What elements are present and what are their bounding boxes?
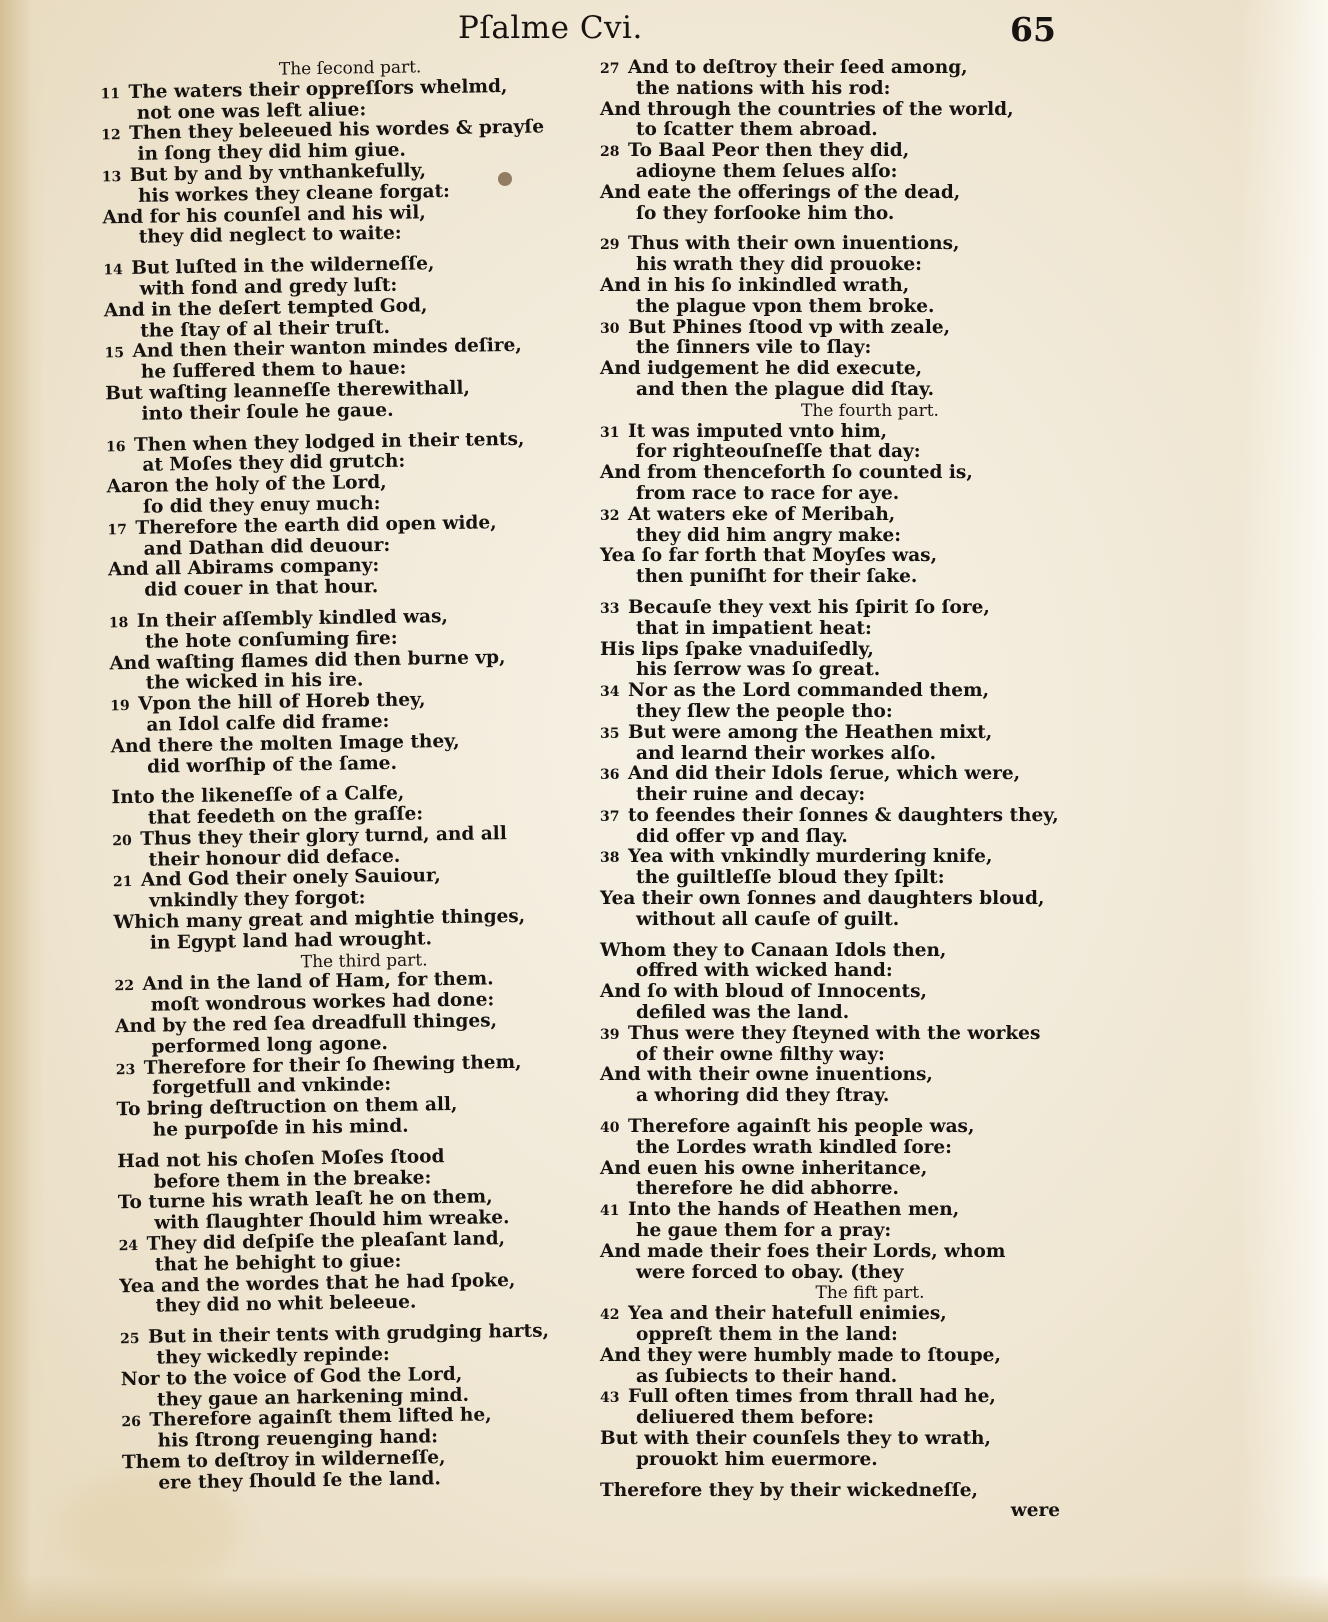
verse-number: 36 <box>600 767 620 784</box>
verse-line <box>600 1242 1200 1263</box>
line-text: Yea with vnkindly murdering knife, <box>628 846 993 868</box>
verse-line <box>600 338 1200 359</box>
line-text: And all Abirams company: <box>107 555 380 581</box>
verse-number: 23 <box>115 1061 136 1078</box>
page-edge-highlight-right <box>1238 0 1328 1622</box>
line-text: And they were humbly made to ſtoupe, <box>600 1344 1001 1366</box>
verse-line <box>600 1024 1200 1045</box>
line-text: Therefore againſt them lifted he, <box>149 1404 492 1432</box>
line-text: ere they ſhould ſe the land. <box>158 1468 442 1494</box>
verse-line <box>600 234 1200 255</box>
verse-line <box>600 723 1200 744</box>
line-text: with ſlaughter ſhould him wreake. <box>154 1207 510 1234</box>
line-text: And through the countries of the world, <box>600 98 1014 120</box>
verse-line <box>600 1086 1200 1107</box>
verse-line <box>600 806 1200 827</box>
line-text: Therefore againſt his people was, <box>628 1116 975 1138</box>
line-text: an Idol calfe did frame: <box>146 710 390 736</box>
verse-line <box>600 255 1200 276</box>
line-text: therefore he did abhorre. <box>636 1178 899 1200</box>
line-text: And made their foes their Lords, whom <box>600 1240 1006 1262</box>
line-text: Yea and their hatefull enimies, <box>628 1303 947 1325</box>
line-text: Yea ſo far forth that Moyſes was, <box>600 545 938 567</box>
verse-number: 42 <box>600 1307 620 1324</box>
line-text: before them in the breake: <box>153 1166 432 1193</box>
line-text: of their owne filthy way: <box>636 1043 885 1065</box>
verse-line <box>600 785 1200 806</box>
line-text: and learnd their workes alſo. <box>636 742 937 764</box>
verse-line <box>600 598 1200 619</box>
verse-line <box>600 297 1200 318</box>
line-text: Therefore for their ſo ſhewing them, <box>143 1051 522 1079</box>
verse-number: 34 <box>600 684 620 701</box>
line-text: To turne his wrath leaſt he on them, <box>117 1186 493 1214</box>
verse-line <box>600 276 1200 297</box>
line-text: But were among the Heathen mixt, <box>628 721 993 743</box>
line-text: the ſtay of al their truſt. <box>140 316 391 342</box>
section-heading <box>600 401 1200 422</box>
verse-number: 20 <box>112 832 132 850</box>
verse-number: 32 <box>600 507 620 524</box>
verse-number: 30 <box>600 320 620 337</box>
line-text: And in his ſo inkindled wrath, <box>600 274 910 296</box>
verse-line <box>600 546 1200 567</box>
verse-number: 13 <box>101 169 122 186</box>
line-text: vnkindly they forgot: <box>149 887 366 913</box>
line-text: he gaue them for a pray: <box>636 1220 892 1242</box>
verse-line <box>600 1138 1200 1159</box>
line-text: the guiltleſſe bloud they ſpilt: <box>636 867 945 889</box>
verse-line <box>600 1200 1200 1221</box>
line-text: and then the plague did ſtay. <box>636 378 935 400</box>
line-text: the hote conſuming fire: <box>144 627 398 653</box>
line-text: his wrath they did prouoke: <box>636 254 922 276</box>
line-text: Into the hands of Heathen men, <box>628 1199 960 1221</box>
line-text: the wicked in his ire. <box>145 669 364 695</box>
verse-line <box>600 484 1200 505</box>
line-text: And in the deſert tempted God, <box>103 295 428 322</box>
line-text: But Phines ſtood vp with zeale, <box>628 316 951 338</box>
verse-line <box>600 1304 1200 1325</box>
verse-line <box>600 1387 1200 1408</box>
line-text: But luſted in the wilderneſſe, <box>131 253 435 280</box>
line-text: Then when they lodged in their tents, <box>133 428 525 456</box>
line-text: his workes they cleane forgat: <box>137 180 451 207</box>
verse-number: 16 <box>105 438 126 455</box>
line-text: into their ſoule he gaue. <box>141 399 394 425</box>
verse-line <box>600 1408 1200 1429</box>
line-text: Therefore the earth did open wide, <box>135 511 497 539</box>
line-text: they ſlew the people tho: <box>636 700 893 722</box>
line-text: that in impatient heat: <box>636 617 872 639</box>
verse-line <box>600 619 1200 640</box>
verse-number: 12 <box>101 127 121 144</box>
verse-line <box>600 982 1200 1003</box>
verse-number: 27 <box>600 61 620 77</box>
verse-number: 39 <box>600 1026 620 1043</box>
line-text: the plague vpon them broke. <box>636 295 935 317</box>
line-text: They did deſpiſe the pleaſant land, <box>146 1228 506 1255</box>
line-text: And ſo with bloud of Innocents, <box>600 981 927 1003</box>
verse-line <box>600 359 1200 380</box>
verse-line <box>600 744 1200 765</box>
line-text: did offer vp and ſlay. <box>636 825 848 847</box>
line-text: But with their counſels they to wrath, <box>600 1428 991 1449</box>
line-text: a whoring did they ſtray. <box>636 1085 890 1107</box>
line-text: Yea their own ſonnes and daughters bloud, <box>600 888 1045 910</box>
verse-line <box>600 380 1200 401</box>
line-text: And iudgement he did execute, <box>600 358 923 380</box>
line-text: But by and by vnthankefully, <box>129 160 427 186</box>
line-text: offred with wicked hand: <box>636 960 893 982</box>
line-text: The ſecond part. <box>278 57 422 80</box>
verse-number: 18 <box>108 614 129 632</box>
line-text: Nor as the Lord commanded them, <box>628 680 990 702</box>
verse-line <box>600 1179 1200 1200</box>
line-text: And with their owne inuentions, <box>600 1064 933 1086</box>
line-text: without all cauſe of guilt. <box>636 908 900 930</box>
verse-line <box>600 1450 1200 1471</box>
line-text: oppreſt them in the land: <box>636 1324 898 1346</box>
line-text: And in the land of Ham, for them. <box>142 968 494 996</box>
page-number: 65 <box>1010 10 1056 49</box>
line-text: And waſting flames did then burne vp, <box>109 646 506 674</box>
verse-number: 35 <box>600 725 620 742</box>
line-text: they gaue an harkening mind. <box>156 1384 470 1411</box>
line-text: Whom they to Canaan Idols then, <box>600 939 947 961</box>
line-text: ſo did they enuy much: <box>142 492 381 518</box>
line-text: The fourth part. <box>801 400 939 421</box>
line-text: defiled was the land. <box>636 1002 850 1024</box>
verse-number: 11 <box>100 85 121 103</box>
line-text: Full often times from thrall had he, <box>628 1386 996 1408</box>
verse-line <box>600 1003 1200 1024</box>
verse-number: 14 <box>103 262 123 279</box>
verse-line <box>600 162 1200 183</box>
line-text: ſo they forſooke him tho. <box>636 202 895 224</box>
line-text: from race to race for aye. <box>636 482 900 504</box>
line-text: were forced to obay. (they <box>636 1261 904 1283</box>
verse-line <box>600 183 1200 204</box>
verse-number: 28 <box>600 144 620 161</box>
line-text: Into the likeneſſe of a Calfe, <box>111 783 405 809</box>
line-text: as ſubiects to their hand. <box>636 1365 898 1387</box>
line-text: that feedeth on the graſſe: <box>147 803 424 829</box>
verse-line <box>600 1263 1200 1284</box>
verse-line <box>600 660 1200 681</box>
line-text: Aaron the holy of the Lord, <box>106 472 387 498</box>
line-text: In their aſſembly kindled was, <box>136 605 449 632</box>
line-text: were <box>1010 1500 1060 1522</box>
verse-line <box>600 442 1200 463</box>
verse-line <box>600 100 1200 121</box>
line-text: Thus with their own inuentions, <box>628 233 960 255</box>
verse-line <box>600 120 1200 141</box>
verse-line <box>600 847 1200 868</box>
line-text: they wickedly repinde: <box>156 1344 390 1369</box>
line-text: they did him angry make: <box>636 524 902 546</box>
verse-line <box>600 463 1200 484</box>
verse-line <box>600 1159 1200 1180</box>
line-text: And God their onely Sauiour, <box>140 865 441 892</box>
verse-line <box>600 910 1200 931</box>
verse-line <box>600 79 1200 100</box>
line-text: forgetfull and vnkinde: <box>151 1074 392 1100</box>
line-text: that he behight to giue: <box>154 1250 402 1276</box>
verse-number: 22 <box>114 978 135 995</box>
line-text: And to deſtroy their ſeed among, <box>628 57 968 78</box>
verse-line <box>600 941 1200 962</box>
verse-line <box>600 889 1200 910</box>
line-text: his ſtrong reuenging hand: <box>157 1426 439 1452</box>
verse-line <box>600 1501 1200 1522</box>
line-text: Therefore they by their wickedneſſe, <box>600 1479 978 1501</box>
running-head-title: Pſalme Cvi. <box>458 10 643 46</box>
line-text: To Baal Peor then they did, <box>628 140 910 162</box>
left-text-column <box>100 54 682 1495</box>
page-edge-shadow-left <box>0 0 46 1622</box>
line-text: prouokt him euermore. <box>636 1448 878 1470</box>
line-text: at Moſes they did grutch: <box>142 450 406 477</box>
verse-number: 24 <box>118 1237 139 1255</box>
line-text: And for his counſel and his wil, <box>102 201 426 228</box>
verse-line <box>600 827 1200 848</box>
line-text: But in their tents with grudging harts, <box>147 1320 550 1349</box>
verse-line <box>600 422 1200 443</box>
line-text: he ſuffered them to haue: <box>140 357 407 383</box>
verse-number: 37 <box>600 808 620 825</box>
verse-line <box>600 1221 1200 1242</box>
line-text: And euen his owne inheritance, <box>600 1157 928 1179</box>
verse-number: 17 <box>107 521 127 539</box>
line-text: they did no whit beleeue. <box>155 1292 417 1318</box>
line-text: not one was left aliue: <box>136 98 367 124</box>
line-text: in ſong they did him giue. <box>137 139 407 166</box>
line-text: Which many great and mightie thinges, <box>113 905 526 934</box>
verse-line <box>600 702 1200 723</box>
line-text: and Dathan did deuour: <box>143 534 391 560</box>
line-text: And eate the offerings of the dead, <box>600 181 961 203</box>
verse-line <box>600 1481 1200 1502</box>
verse-line <box>600 640 1200 661</box>
verse-number: 40 <box>600 1120 620 1137</box>
line-text: their honour did deface. <box>148 845 401 871</box>
verse-line <box>600 868 1200 889</box>
verse-number: 41 <box>600 1203 620 1220</box>
line-text: It was imputed vnto him, <box>628 420 888 442</box>
verse-line <box>600 1117 1200 1138</box>
verse-line <box>600 1346 1200 1367</box>
verse-line <box>600 1367 1200 1388</box>
line-text: The fift part. <box>815 1283 925 1304</box>
line-text: in Egypt land had wrought. <box>149 928 433 954</box>
line-text: their ruine and decay: <box>636 784 866 806</box>
line-text: adioyne them ſelues alſo: <box>636 160 898 182</box>
line-text: Yea and the wordes that he had ſpoke, <box>119 1269 516 1297</box>
line-text: Thus were they ſteyned with the workes <box>628 1022 1041 1044</box>
right-text-column <box>600 58 1200 1522</box>
verse-number: 38 <box>600 850 620 867</box>
line-text: performed long agone. <box>151 1032 388 1058</box>
line-text: the Lordes wrath kindled ſore: <box>636 1136 953 1158</box>
verse-line <box>600 681 1200 702</box>
verse-number: 25 <box>119 1331 140 1348</box>
line-text: And there the molten Image they, <box>110 730 460 758</box>
verse-number: 21 <box>112 874 133 891</box>
verse-line <box>600 204 1200 225</box>
line-text: did couer in that hour. <box>144 576 379 601</box>
verse-number: 29 <box>600 237 620 254</box>
line-text: Then they beleeued his wordes & prayſe <box>128 116 545 145</box>
line-text: did worſhip of the ſame. <box>146 752 398 778</box>
line-text: The waters their oppreſſors whelmd, <box>128 75 508 103</box>
verse-number: 33 <box>600 600 620 617</box>
line-text: the nations with his rod: <box>636 77 891 99</box>
line-text: His lips ſpake vnaduiſedly, <box>600 638 874 660</box>
line-text: To bring deſtruction on them all, <box>116 1094 458 1121</box>
line-text: to feendes their ſonnes & daughters they, <box>628 804 1059 826</box>
section-heading <box>600 1283 1200 1304</box>
verse-line <box>600 1325 1200 1346</box>
line-text: The third part. <box>300 950 428 973</box>
verse-line <box>600 567 1200 588</box>
line-text: his ſerrow was ſo great. <box>636 659 881 681</box>
line-text: to ſcatter them abroad. <box>636 119 878 141</box>
line-text: deliuered them before: <box>636 1407 875 1429</box>
line-text: But waſting leanneſſe therewithall, <box>105 377 471 405</box>
verse-number: 43 <box>600 1390 620 1407</box>
line-text: And from thenceforth ſo counted is, <box>600 462 973 484</box>
verse-line <box>600 1045 1200 1066</box>
line-text: And by the red ſea dreadfull thinges, <box>115 1010 498 1038</box>
verse-line <box>600 961 1200 982</box>
line-text: Vpon the hill of Horeb they, <box>137 689 426 715</box>
verse-line <box>600 58 1200 79</box>
line-text: for righteouſneſſe that day: <box>636 441 921 463</box>
line-text: And then their wanton mindes deſire, <box>132 335 522 363</box>
verse-line <box>600 1065 1200 1086</box>
page-edge-shadow-bottom <box>0 1574 1328 1622</box>
verse-number: 15 <box>104 345 125 362</box>
line-text: Becauſe they vext his ſpirit ſo ſore, <box>628 596 990 618</box>
line-text: he purpoſde in his mind. <box>152 1115 409 1141</box>
verse-line <box>600 764 1200 785</box>
verse-line <box>600 1429 1200 1450</box>
line-text: Nor to the voice of God the Lord, <box>120 1363 463 1391</box>
verse-number: 31 <box>600 424 620 441</box>
verse-line <box>600 526 1200 547</box>
verse-line <box>600 318 1200 339</box>
line-text: with fond and gredy luſt: <box>139 274 398 300</box>
line-text: the ſinners vile to ſlay: <box>636 337 872 359</box>
line-text: Had not his choſen Moſes ſtood <box>117 1145 445 1173</box>
line-text: Thus they their glory turnd, and all <box>140 822 507 850</box>
line-text: they did neglect to waite: <box>138 223 402 249</box>
line-text: Them to deſtroy in wilderneſſe, <box>121 1447 446 1474</box>
line-text: And did their Idols ſerue, which were, <box>628 763 1021 785</box>
line-text: moſt wondrous workes had done: <box>150 989 495 1016</box>
verse-number: 19 <box>110 698 130 715</box>
verse-line <box>600 505 1200 526</box>
verse-number: 26 <box>121 1414 142 1431</box>
line-text: then puniſht for their ſake. <box>636 566 918 588</box>
verse-line <box>600 141 1200 162</box>
line-text: At waters eke of Meribah, <box>628 503 896 525</box>
